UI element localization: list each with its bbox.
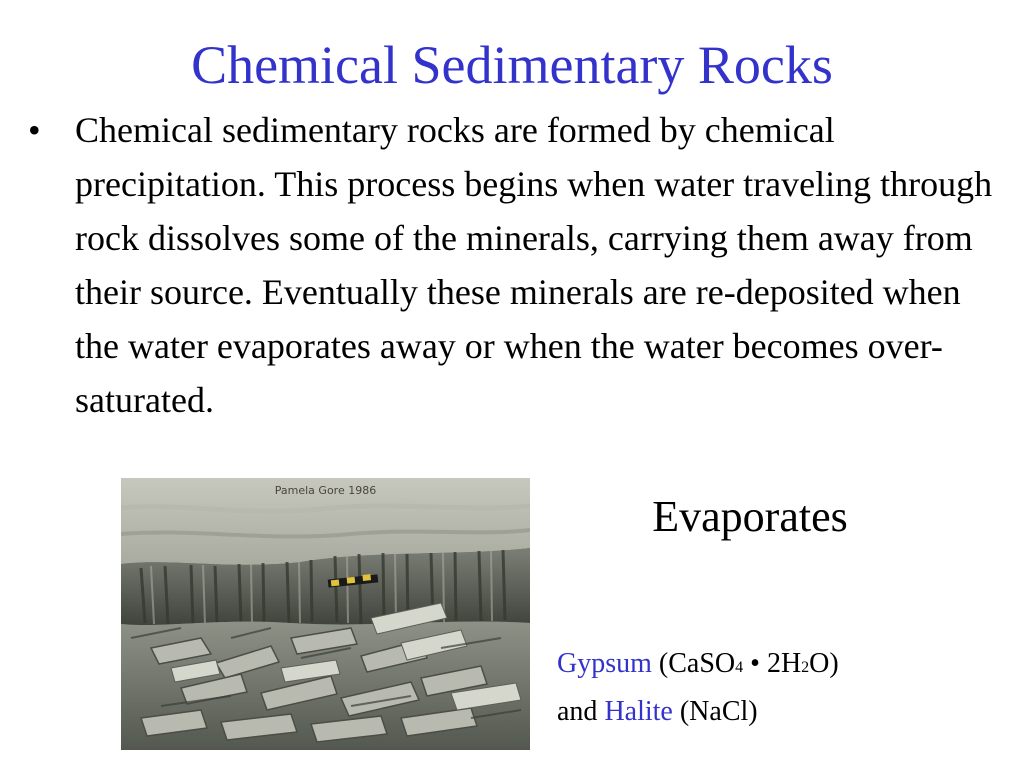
evaporite-photo (121, 478, 530, 750)
gypsum-formula-close: O) (809, 648, 839, 679)
bullet-marker: • (28, 110, 41, 150)
photo-credit: Pamela Gore 1986 (274, 484, 377, 497)
conjunction-text: and (557, 696, 605, 727)
gypsum-formula-open: (CaSO (651, 648, 736, 679)
halite-label: Halite (604, 696, 673, 727)
gypsum-line (557, 646, 839, 686)
gypsum-label: Gypsum (557, 648, 652, 679)
gypsum-formula-mid: • 2H (743, 648, 802, 679)
halite-formula: (NaCl) (672, 696, 758, 727)
bullet-text: Chemical sedimentary rocks are formed by chemical precipitation. This process begins when water traveling through rock dissolves some of the minerals, carrying them away from their source. Eventually these minerals are re-deposited when the water evaporates away or when the water becomes over-saturated. (75, 110, 993, 420)
evaporates-heading: Evaporates (652, 492, 848, 541)
halite-line (557, 694, 758, 730)
gypsum-formula-subscript-4: 4 (735, 659, 744, 676)
gypsum-outcrop-image (121, 478, 530, 750)
slide-title: Chemical Sedimentary Rocks (191, 35, 833, 95)
gypsum-formula-subscript-2: 2 (801, 659, 810, 676)
